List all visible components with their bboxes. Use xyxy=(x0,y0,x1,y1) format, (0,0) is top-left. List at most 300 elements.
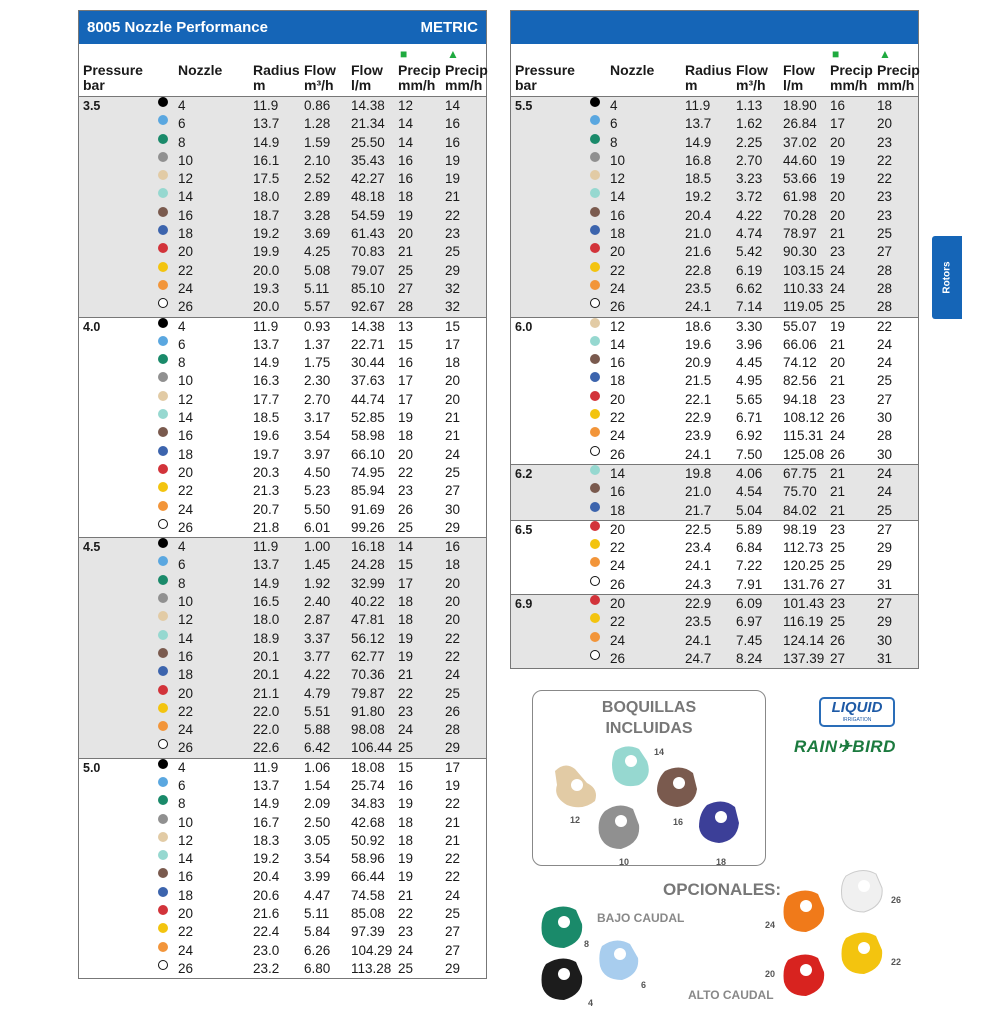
header-nozzle: Nozzle xyxy=(178,62,223,78)
flow-m3h-value: 1.13 xyxy=(736,98,763,113)
radius-value: 14.9 xyxy=(253,796,280,812)
flow-lm-value: 25.74 xyxy=(351,777,385,793)
precip-triangle-value: 25 xyxy=(445,244,461,260)
header-radius: Radius m xyxy=(253,62,300,93)
precip-square-value: 23 xyxy=(830,596,846,612)
nozzle-color-dot-icon xyxy=(158,556,168,566)
nozzle-size: 20 xyxy=(178,906,194,922)
nozzle-6-image xyxy=(594,938,648,984)
pressure-group xyxy=(511,465,918,521)
table-row xyxy=(511,97,918,115)
nozzle-color-dot-icon xyxy=(158,318,168,328)
precip-triangle-value: 24 xyxy=(445,667,461,683)
radius-value: 22.0 xyxy=(253,703,280,719)
nozzle-size: 18 xyxy=(178,887,194,903)
flow-lm-value: 66.44 xyxy=(351,869,385,885)
nozzle-color-dot-icon xyxy=(590,243,600,253)
pressure-group xyxy=(79,97,486,318)
nozzle-color-dot-icon xyxy=(590,188,600,198)
flow-lm-value: 125.08 xyxy=(783,446,825,462)
precip-triangle-value: 30 xyxy=(877,446,893,462)
precip-triangle-value: 20 xyxy=(445,373,461,389)
flow-lm-value: 131.76 xyxy=(783,576,825,592)
precip-square-value: 23 xyxy=(398,483,414,499)
table-row xyxy=(511,280,918,298)
nozzle-color-dot-icon xyxy=(158,225,168,235)
radius-value: 22.0 xyxy=(253,722,280,738)
precip-square-value: 25 xyxy=(398,960,414,976)
nozzle-size: 8 xyxy=(610,134,618,150)
flow-lm-value: 91.69 xyxy=(351,501,385,517)
radius-value: 22.9 xyxy=(685,410,712,426)
table-row xyxy=(511,483,918,501)
nozzle-color-dot-icon xyxy=(590,372,600,382)
radius-value: 20.0 xyxy=(253,262,280,278)
pressure-group xyxy=(79,759,486,979)
table-row xyxy=(511,207,918,225)
flow-m3h-value: 4.22 xyxy=(736,207,763,223)
nozzle-color-dot-icon xyxy=(590,262,600,272)
precip-square-value: 22 xyxy=(398,906,414,922)
precip-triangle-value: 25 xyxy=(877,226,893,242)
flow-m3h-value: 7.91 xyxy=(736,576,763,592)
precip-square-value: 23 xyxy=(830,391,846,407)
precip-square-value: 19 xyxy=(398,851,414,867)
nozzle-color-dot-icon xyxy=(158,280,168,290)
radius-value: 22.6 xyxy=(253,740,280,756)
flow-lm-value: 24.28 xyxy=(351,557,385,573)
square-marker-icon: ■ xyxy=(832,47,840,61)
table-row xyxy=(79,243,486,261)
table-row xyxy=(511,225,918,243)
flow-m3h-value: 1.45 xyxy=(304,557,331,573)
nozzle-size: 26 xyxy=(178,740,194,756)
radius-value: 19.3 xyxy=(253,280,280,296)
nozzle-color-dot-icon xyxy=(158,887,168,897)
precip-triangle-value: 16 xyxy=(445,116,461,132)
table-row xyxy=(79,464,486,482)
precip-triangle-value: 24 xyxy=(877,355,893,371)
flow-m3h-value: 3.28 xyxy=(304,207,331,223)
flow-m3h-value: 4.79 xyxy=(304,685,331,701)
table-row xyxy=(511,243,918,261)
flow-lm-value: 116.19 xyxy=(783,614,824,630)
included-nozzles-box: BOQUILLAS INCLUIDAS 12 14 16 10 18 xyxy=(532,690,766,866)
flow-lm-value: 104.29 xyxy=(351,942,393,958)
nozzle-color-dot-icon xyxy=(590,427,600,437)
table-row xyxy=(511,372,918,390)
table-row xyxy=(79,170,486,188)
table-row xyxy=(79,409,486,427)
nozzle-color-dot-icon xyxy=(158,960,168,970)
nozzle-color-dot-icon xyxy=(158,593,168,603)
pressure-value: 5.5 xyxy=(515,99,533,113)
precip-square-value: 21 xyxy=(830,336,846,352)
flow-m3h-value: 4.45 xyxy=(736,355,763,371)
table-row xyxy=(511,409,918,427)
flow-lm-value: 61.98 xyxy=(783,189,817,205)
precip-triangle-value: 22 xyxy=(445,869,461,885)
flow-m3h-value: 4.06 xyxy=(736,465,763,481)
precip-square-value: 26 xyxy=(830,632,846,648)
precip-square-value: 24 xyxy=(830,428,846,444)
flow-lm-value: 85.08 xyxy=(351,906,385,922)
flow-m3h-value: 2.87 xyxy=(304,612,331,628)
table-row xyxy=(511,650,918,668)
table-row xyxy=(511,557,918,575)
precip-triangle-value: 31 xyxy=(877,650,893,666)
nozzle-color-dot-icon xyxy=(590,225,600,235)
nozzle-color-dot-icon xyxy=(590,152,600,162)
nozzle-size: 4 xyxy=(178,759,186,775)
flow-lm-value: 22.71 xyxy=(351,336,385,352)
table-row xyxy=(511,170,918,188)
precip-square-value: 25 xyxy=(830,614,846,630)
nozzle-size: 16 xyxy=(178,648,194,664)
flow-lm-value: 94.18 xyxy=(783,391,817,407)
nozzle-color-dot-icon xyxy=(590,613,600,623)
nozzle-size: 24 xyxy=(178,280,194,296)
table-row xyxy=(79,556,486,574)
radius-value: 18.6 xyxy=(685,318,712,334)
precip-triangle-value: 24 xyxy=(877,336,893,352)
precip-square-value: 27 xyxy=(398,280,414,296)
precip-triangle-value: 20 xyxy=(445,575,461,591)
radius-value: 19.6 xyxy=(253,428,280,444)
nozzle-size: 22 xyxy=(178,262,194,278)
flow-m3h-value: 1.28 xyxy=(304,116,331,132)
precip-triangle-value: 26 xyxy=(445,703,461,719)
square-marker-icon: ■ xyxy=(400,47,408,61)
flow-lm-value: 119.05 xyxy=(783,299,824,315)
flow-lm-value: 52.85 xyxy=(351,410,385,426)
flow-lm-value: 115.31 xyxy=(783,428,824,444)
nozzle-size: 6 xyxy=(178,336,186,352)
flow-lm-value: 108.12 xyxy=(783,410,825,426)
nozzle-size: 26 xyxy=(610,299,626,315)
table-row xyxy=(511,188,918,206)
nozzle-color-dot-icon xyxy=(590,336,600,346)
flow-lm-value: 85.10 xyxy=(351,280,385,296)
precip-triangle-value: 21 xyxy=(445,428,461,444)
precip-triangle-value: 25 xyxy=(445,906,461,922)
precip-square-value: 14 xyxy=(398,539,414,555)
nozzle-color-dot-icon xyxy=(158,97,168,107)
nozzle-color-dot-icon xyxy=(590,134,600,144)
flow-lm-value: 79.07 xyxy=(351,262,385,278)
flow-lm-value: 37.02 xyxy=(783,134,817,150)
precip-square-value: 20 xyxy=(830,207,846,223)
precip-square-value: 20 xyxy=(830,189,846,205)
flow-m3h-value: 6.01 xyxy=(304,519,331,535)
nozzle-color-dot-icon xyxy=(590,354,600,364)
flow-m3h-value: 1.92 xyxy=(304,575,331,591)
flow-m3h-value: 0.86 xyxy=(304,98,331,113)
flow-lm-value: 44.74 xyxy=(351,391,385,407)
precip-square-value: 24 xyxy=(398,942,414,958)
flow-lm-value: 67.75 xyxy=(783,465,817,481)
nozzle-size: 6 xyxy=(178,777,186,793)
nozzle-color-dot-icon xyxy=(158,372,168,382)
flow-lm-value: 137.39 xyxy=(783,650,825,666)
precip-triangle-value: 25 xyxy=(877,502,893,518)
nozzle-color-dot-icon xyxy=(158,795,168,805)
nozzle-size: 16 xyxy=(610,355,626,371)
nozzle-color-dot-icon xyxy=(590,632,600,642)
nozzle-color-dot-icon xyxy=(590,539,600,549)
flow-m3h-value: 2.70 xyxy=(304,391,331,407)
nozzle-color-dot-icon xyxy=(158,170,168,180)
flow-lm-value: 99.26 xyxy=(351,519,385,535)
nozzle-size: 26 xyxy=(610,576,626,592)
nozzle-color-dot-icon xyxy=(590,650,600,660)
pressure-value: 4.5 xyxy=(83,540,101,555)
precip-triangle-value: 22 xyxy=(445,851,461,867)
radius-value: 11.9 xyxy=(253,539,279,555)
radius-value: 16.1 xyxy=(253,152,280,168)
table-row xyxy=(79,814,486,832)
flow-m3h-value: 6.84 xyxy=(736,540,763,556)
flow-m3h-value: 2.30 xyxy=(304,373,331,389)
table-row xyxy=(79,575,486,593)
flow-m3h-value: 1.00 xyxy=(304,539,331,555)
flow-m3h-value: 6.09 xyxy=(736,596,763,612)
precip-square-value: 25 xyxy=(830,299,846,315)
radius-value: 14.9 xyxy=(685,134,712,150)
precip-triangle-value: 15 xyxy=(445,318,461,334)
nozzle-size: 8 xyxy=(178,355,186,371)
precip-square-value: 20 xyxy=(830,134,846,150)
radius-value: 23.2 xyxy=(253,960,280,976)
liquid-irrigation-logo: LIQUID IRRIGATION xyxy=(819,697,895,727)
flow-m3h-value: 5.42 xyxy=(736,244,763,260)
precip-square-value: 24 xyxy=(830,280,846,296)
precip-triangle-value: 20 xyxy=(445,391,461,407)
flow-lm-value: 78.97 xyxy=(783,226,817,242)
nozzle-color-dot-icon xyxy=(158,262,168,272)
header-flow-lm: Flow l/m xyxy=(783,62,815,93)
nozzle-color-dot-icon xyxy=(158,739,168,749)
nozzle-size: 14 xyxy=(178,189,194,205)
flow-m3h-value: 3.77 xyxy=(304,648,331,664)
flow-lm-value: 37.63 xyxy=(351,373,385,389)
nozzle-size: 24 xyxy=(610,632,626,648)
nozzle-color-dot-icon xyxy=(158,427,168,437)
nozzle-size: 14 xyxy=(610,465,626,481)
flow-m3h-value: 1.37 xyxy=(304,336,331,352)
precip-square-value: 19 xyxy=(398,207,414,223)
precip-square-value: 15 xyxy=(398,336,414,352)
nozzle-size: 24 xyxy=(178,501,194,517)
precip-triangle-value: 25 xyxy=(877,373,893,389)
precip-square-value: 27 xyxy=(830,650,846,666)
flow-lm-value: 98.19 xyxy=(783,521,817,537)
precip-square-value: 21 xyxy=(830,226,846,242)
table-row xyxy=(79,298,486,316)
nozzle-size: 20 xyxy=(610,596,626,612)
precip-square-value: 15 xyxy=(398,557,414,573)
flow-m3h-value: 3.54 xyxy=(304,851,331,867)
radius-value: 24.1 xyxy=(685,632,712,648)
precip-square-value: 16 xyxy=(398,355,414,371)
radius-value: 19.6 xyxy=(685,336,712,352)
precip-square-value: 23 xyxy=(398,924,414,940)
radius-value: 21.7 xyxy=(685,502,712,518)
flow-lm-value: 120.25 xyxy=(783,558,825,574)
precip-triangle-value: 22 xyxy=(445,207,461,223)
radius-value: 23.0 xyxy=(253,942,280,958)
table-row xyxy=(79,593,486,611)
table-row xyxy=(511,391,918,409)
flow-m3h-value: 2.52 xyxy=(304,171,331,187)
flow-m3h-value: 1.75 xyxy=(304,355,331,371)
flow-m3h-value: 4.50 xyxy=(304,464,331,480)
precip-square-value: 25 xyxy=(830,558,846,574)
pressure-value: 6.0 xyxy=(515,319,533,334)
nozzle-size: 22 xyxy=(610,410,626,426)
table-title-bar xyxy=(511,11,918,44)
nozzle-color-dot-icon xyxy=(158,868,168,878)
nozzle-color-dot-icon xyxy=(590,465,600,475)
flow-lm-value: 91.80 xyxy=(351,703,385,719)
table-row xyxy=(511,539,918,557)
radius-value: 18.5 xyxy=(253,410,280,426)
table-body xyxy=(511,97,918,668)
precip-triangle-value: 27 xyxy=(877,596,893,612)
precip-square-value: 23 xyxy=(398,703,414,719)
precip-triangle-value: 29 xyxy=(445,740,461,756)
nozzle-size: 22 xyxy=(178,483,194,499)
low-flow-label: BAJO CAUDAL xyxy=(597,911,685,925)
precip-triangle-value: 28 xyxy=(877,280,893,296)
radius-value: 21.6 xyxy=(253,906,280,922)
nozzle-color-dot-icon xyxy=(590,483,600,493)
flow-lm-value: 21.34 xyxy=(351,116,385,132)
flow-m3h-value: 5.50 xyxy=(304,501,331,517)
header-pressure: Pressure bar xyxy=(515,62,575,93)
flow-lm-value: 112.73 xyxy=(783,540,824,556)
table-body xyxy=(79,97,486,978)
table-row xyxy=(511,134,918,152)
flow-lm-value: 74.95 xyxy=(351,464,385,480)
flow-lm-value: 66.06 xyxy=(783,336,817,352)
nozzle-size: 20 xyxy=(610,244,626,260)
radius-value: 13.7 xyxy=(253,777,280,793)
flow-m3h-value: 2.40 xyxy=(304,594,331,610)
header-radius: Radius m xyxy=(685,62,732,93)
flow-m3h-value: 1.54 xyxy=(304,777,331,793)
nozzle-color-dot-icon xyxy=(158,501,168,511)
nozzle-color-dot-icon xyxy=(590,298,600,308)
precip-square-value: 16 xyxy=(398,171,414,187)
header-precip-triangle: ▲ Precip mm/h xyxy=(445,47,488,93)
flow-lm-value: 44.60 xyxy=(783,152,817,168)
nozzle-color-dot-icon xyxy=(158,207,168,217)
radius-value: 22.9 xyxy=(685,596,712,612)
flow-lm-value: 75.70 xyxy=(783,484,817,500)
radius-value: 18.5 xyxy=(685,171,712,187)
nozzle-color-dot-icon xyxy=(158,575,168,585)
radius-value: 23.5 xyxy=(685,280,712,296)
pressure-group xyxy=(511,521,918,595)
nozzle-color-dot-icon xyxy=(158,354,168,364)
flow-lm-value: 70.36 xyxy=(351,667,385,683)
radius-value: 19.8 xyxy=(685,465,712,481)
table-row xyxy=(511,521,918,539)
flow-lm-value: 18.08 xyxy=(351,759,385,775)
table-row xyxy=(511,152,918,170)
nozzle-size: 26 xyxy=(178,519,194,535)
pressure-group xyxy=(511,97,918,318)
radius-value: 16.5 xyxy=(253,594,280,610)
pressure-value: 4.0 xyxy=(83,319,101,334)
nozzle-color-dot-icon xyxy=(158,243,168,253)
nozzle-size: 14 xyxy=(178,851,194,867)
nozzle-4-image xyxy=(536,956,592,1004)
rain-bird-logo: RAIN✈BIRD xyxy=(794,737,896,756)
precip-square-value: 21 xyxy=(830,373,846,389)
nozzle-size: 24 xyxy=(610,428,626,444)
flow-m3h-value: 1.06 xyxy=(304,759,331,775)
precip-square-value: 19 xyxy=(398,648,414,664)
radius-value: 23.5 xyxy=(685,614,712,630)
flow-m3h-value: 2.89 xyxy=(304,189,331,205)
nozzle-color-dot-icon xyxy=(158,777,168,787)
nozzle-size: 6 xyxy=(178,116,186,132)
radius-value: 19.2 xyxy=(253,226,280,242)
precip-triangle-value: 21 xyxy=(445,832,461,848)
column-headers xyxy=(79,44,486,97)
flow-m3h-value: 5.08 xyxy=(304,262,331,278)
flow-m3h-value: 3.96 xyxy=(736,336,763,352)
nozzle-color-dot-icon xyxy=(158,942,168,952)
flow-m3h-value: 6.62 xyxy=(736,280,763,296)
radius-value: 22.4 xyxy=(253,924,280,940)
table-row xyxy=(79,115,486,133)
flow-m3h-value: 6.92 xyxy=(736,428,763,444)
nozzle-size: 10 xyxy=(178,814,194,830)
flow-m3h-value: 7.22 xyxy=(736,558,763,574)
radius-value: 13.7 xyxy=(253,116,280,132)
flow-m3h-value: 4.47 xyxy=(304,887,331,903)
table-row xyxy=(79,905,486,923)
nozzle-size: 18 xyxy=(178,226,194,242)
precip-triangle-value: 24 xyxy=(877,484,893,500)
pressure-value: 6.9 xyxy=(515,597,533,612)
flow-m3h-value: 4.74 xyxy=(736,226,763,242)
flow-lm-value: 92.67 xyxy=(351,299,385,315)
flow-m3h-value: 0.93 xyxy=(304,318,331,334)
precip-triangle-value: 29 xyxy=(445,262,461,278)
nozzle-size: 18 xyxy=(610,226,626,242)
table-row xyxy=(511,298,918,316)
rotors-side-tab[interactable] xyxy=(932,236,962,319)
radius-value: 11.9 xyxy=(253,759,279,775)
pressure-value: 3.5 xyxy=(83,99,101,113)
radius-value: 23.4 xyxy=(685,540,712,556)
header-flow-lm: Flow l/m xyxy=(351,62,383,93)
table-row xyxy=(79,427,486,445)
flow-m3h-value: 3.99 xyxy=(304,869,331,885)
nozzle-color-dot-icon xyxy=(158,482,168,492)
flow-m3h-value: 5.04 xyxy=(736,502,763,518)
nozzle-size: 14 xyxy=(610,189,626,205)
radius-value: 16.7 xyxy=(253,814,280,830)
nozzle-26-image xyxy=(836,868,892,918)
nozzle-size: 16 xyxy=(610,484,626,500)
table-row xyxy=(79,354,486,372)
table-row xyxy=(511,115,918,133)
